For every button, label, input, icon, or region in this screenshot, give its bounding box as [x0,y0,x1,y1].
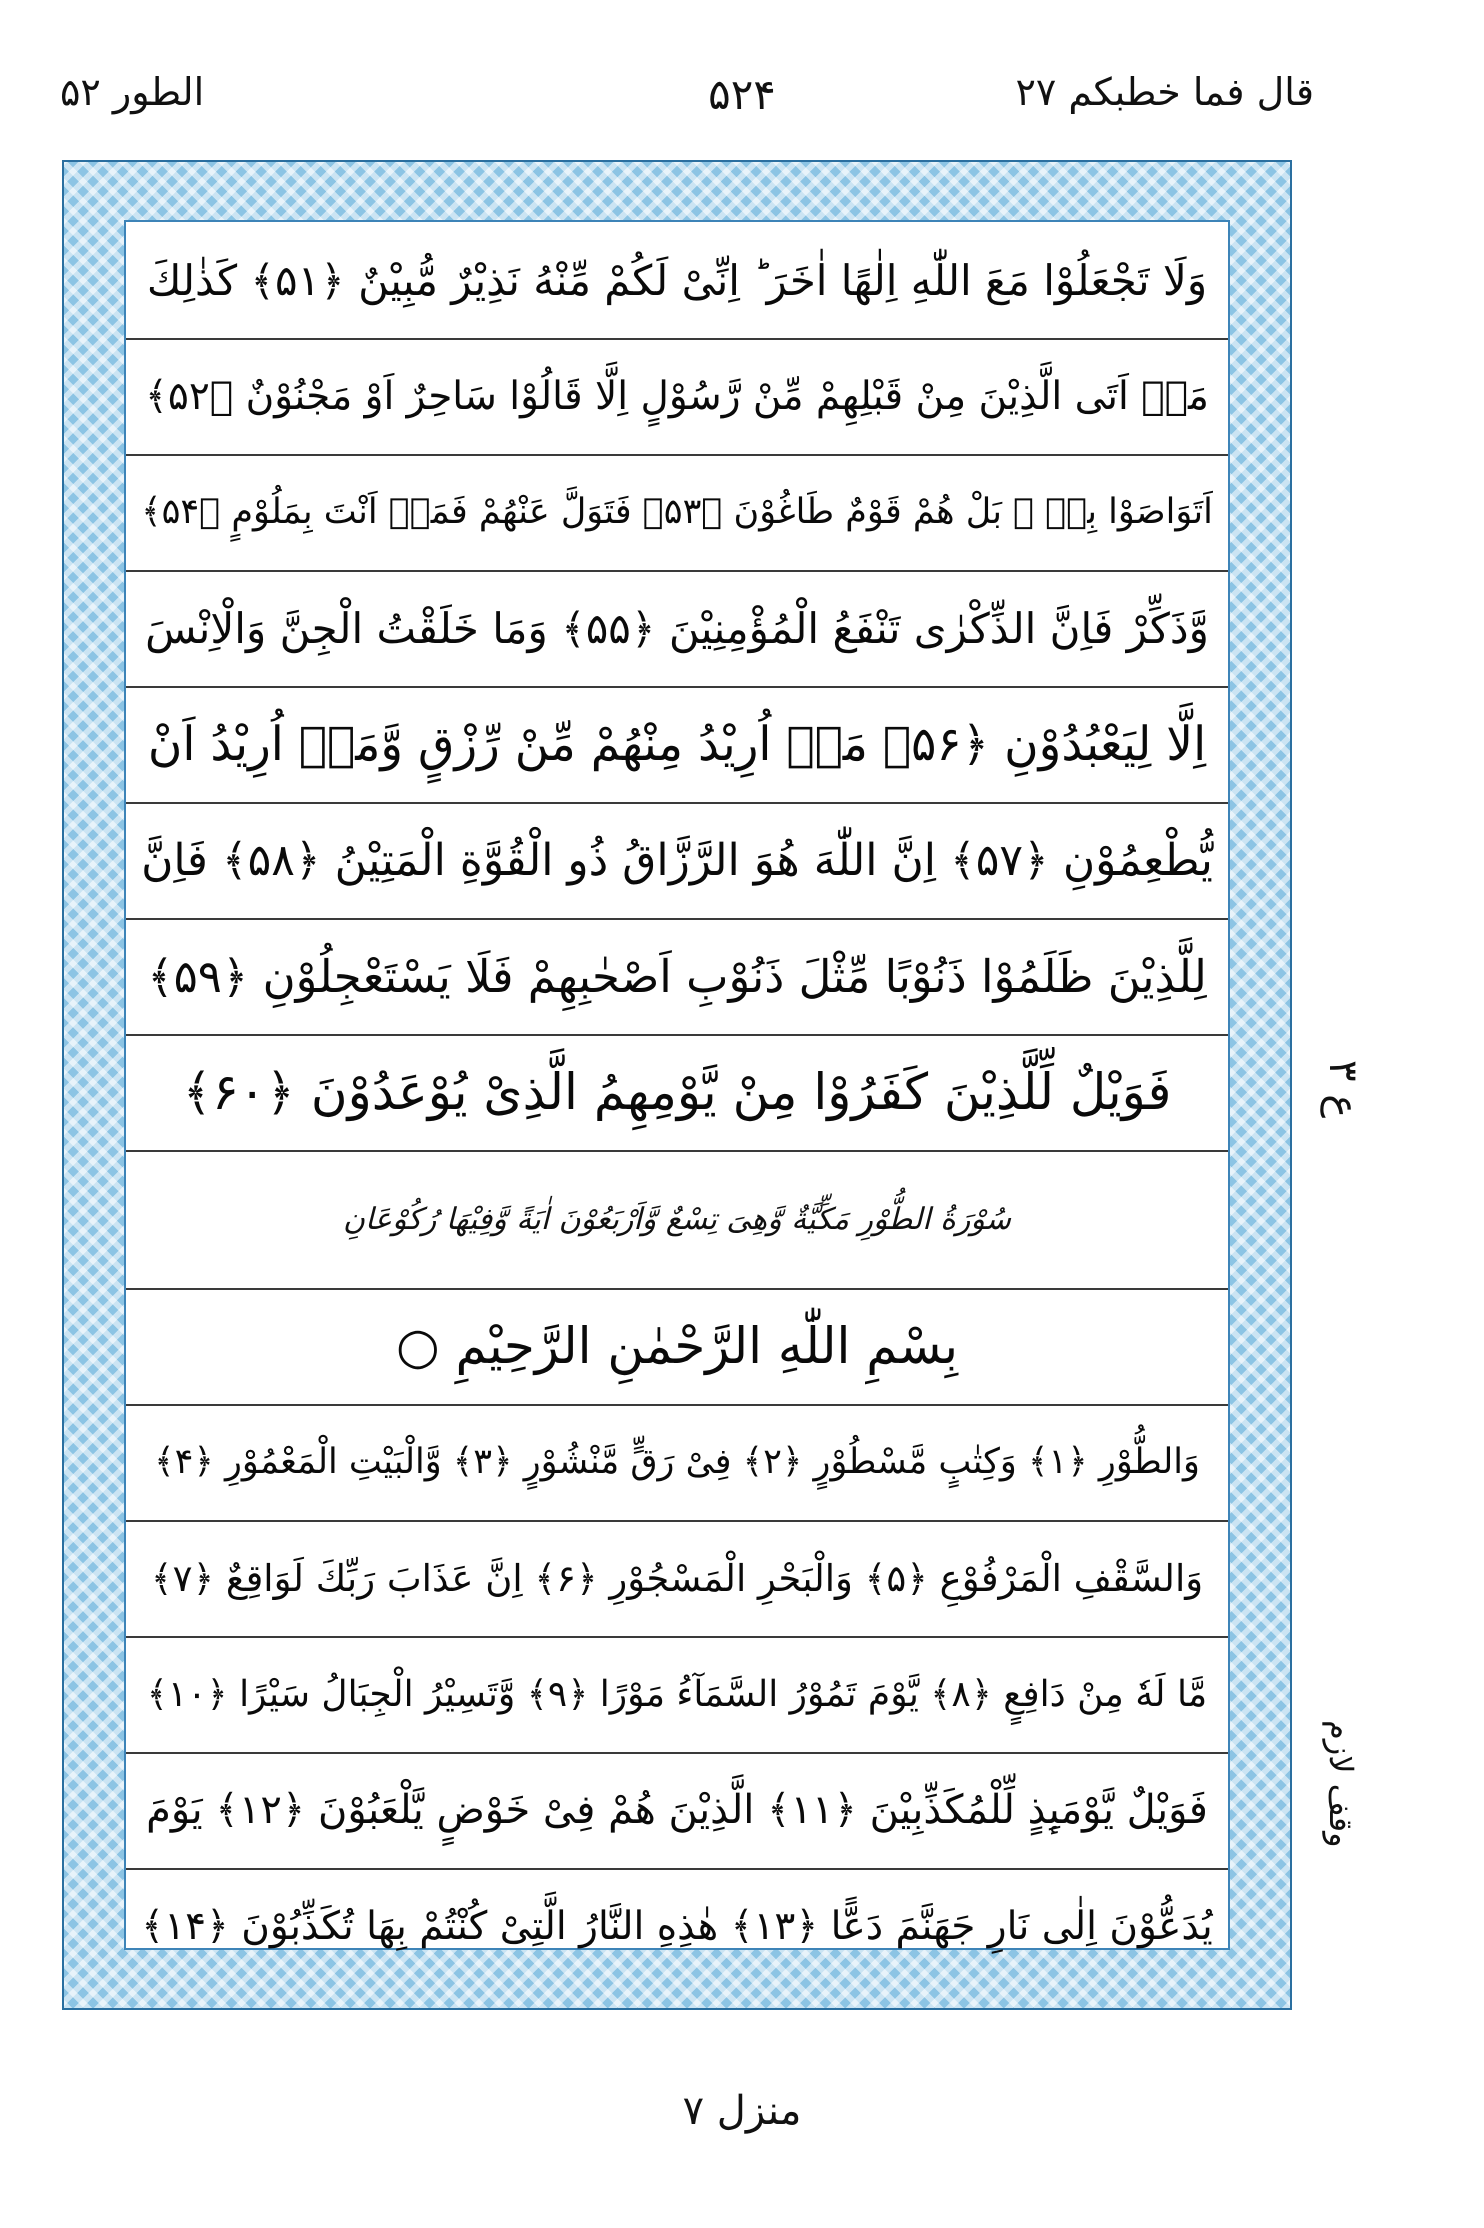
verse-text: وَلَا تَجْعَلُوْا مَعَ اللّٰهِ اِلٰهًا اٰخَرَ ؕ اِنِّیْ لَكُمْ مِّنْهُ نَذِیْرٌ مُّبِیْنٌ ﴿۵۱﴾ كَذٰلِكَ [146,255,1208,305]
verse-text: اَتَوَاصَوْا بِهٖ ۚ بَلْ هُمْ قَوْمٌ طَاغُوْنَ ﴿۵۳﴾ فَتَوَلَّ عَنْهُمْ فَمَاۤ اَنْتَ بِمَلُوْمٍ ﴿۵۴﴾ [141,492,1213,532]
page-header [0,70,1484,140]
verse-line [126,802,1228,920]
bismillah-text: بِسْمِ اللّٰهِ الرَّحْمٰنِ الرَّحِیْمِ ○ [395,1317,959,1375]
verse-text: لِلَّذِیْنَ ظَلَمُوْا ذَنُوْبًا مِّثْلَ ذَنُوْبِ اَصْحٰبِهِمْ فَلَا یَسْتَعْجِلُوْنِ ﴿۵۹﴾ [147,949,1207,1003]
surah-heading-text: سُوْرَةُ الطُّوْرِ مَكِّیَّةٌ وَّهِیَ تِسْعٌ وَّاَرْبَعُوْنَ اٰیَةً وَّفِیْهَا رُكُوْعَانِ [343,1201,1011,1237]
verse-text: فَوَیْلٌ یَّوْمَىِٕذٍ لِّلْمُكَذِّبِیْنَ ﴿۱۱﴾ الَّذِیْنَ هُمْ فِیْ خَوْضٍ یَّلْعَبُوْنَ ﴿۱۲﴾ یَوْمَ [146,1787,1208,1833]
verse-text: مَّا لَهٗ مِنْ دَافِعٍ ﴿۸﴾ یَّوْمَ تَمُوْرُ السَّمَآءُ مَوْرًا ﴿۹﴾ وَّتَسِیْرُ الْجِبَالُ سَیْرًا ﴿۱۰﴾ [146,1673,1208,1715]
verse-line [126,1520,1228,1638]
juz-title: قال فما خطبکم ۲۷ [1015,70,1314,114]
page-number: ۵۲۴ [708,70,776,119]
verse-text: اِلَّا لِیَعْبُدُوْنِ ﴿۵۶﴾ مَاۤ اُرِیْدُ مِنْهُمْ مِّنْ رِّزْقٍ وَّمَاۤ اُرِیْدُ اَنْ [147,716,1207,772]
verse-line [126,222,1228,340]
verse-line [126,1636,1228,1754]
verse-line [126,338,1228,456]
verse-line [126,1034,1228,1152]
verse-text: وَالسَّقْفِ الْمَرْفُوْعِ ﴿۵﴾ وَالْبَحْرِ الْمَسْجُوْرِ ﴿۶﴾ اِنَّ عَذَابَ رَبِّكَ لَوَاقِعٌ ﴿۷﴾ [150,1556,1204,1600]
bismillah-line [126,1288,1228,1406]
verse-text: مَاۤ اَتَى الَّذِیْنَ مِنْ قَبْلِهِمْ مِّنْ رَّسُوْلٍ اِلَّا قَالُوْا سَاحِرٌ اَوْ مَجْنُوْنٌ ﴿۵۲﴾ [145,373,1209,419]
text-panel [124,220,1230,1950]
manzil-footer: منزل ۷ [682,2088,802,2134]
verse-text: یُدَعُّوْنَ اِلٰى نَارِ جَهَنَّمَ دَعًّا ﴿۱۳﴾ هٰذِهِ النَّارُ الَّتِیْ كُنْتُمْ بِهَا تُكَذِّبُوْنَ ﴿۱۴﴾ [141,1903,1213,1949]
surah-title: الطور ۵۲ [60,70,205,114]
verse-line [126,686,1228,804]
verse-text: فَوَیْلٌ لِّلَّذِیْنَ كَفَرُوْا مِنْ یَّوْمِهِمُ الَّذِیْ یُوْعَدُوْنَ ﴿۶۰﴾ [182,1063,1172,1121]
verse-line [126,570,1228,688]
verse-text: یُّطْعِمُوْنِ ﴿۵۷﴾ اِنَّ اللّٰهَ هُوَ الرَّزَّاقُ ذُو الْقُوَّةِ الْمَتِیْنُ ﴿۵۸﴾ فَاِنَّ [141,834,1213,886]
verse-text: وَالطُّوْرِ ﴿۱﴾ وَكِتٰبٍ مَّسْطُوْرٍ ﴿۲﴾ فِیْ رَقٍّ مَّنْشُوْرٍ ﴿۳﴾ وَّالْبَیْتِ الْمَعْمُوْرِ ﴿۴﴾ [154,1442,1200,1482]
ruku-marker: ع ۳ [1320,1060,1366,1119]
verse-text: وَّذَكِّرْ فَاِنَّ الذِّكْرٰى تَنْفَعُ الْمُؤْمِنِیْنَ ﴿۵۵﴾ وَمَا خَلَقْتُ الْجِنَّ وَالْاِنْسَ [145,603,1209,653]
decorative-border [62,160,1292,2010]
verse-line [126,1868,1228,1984]
verse-line [126,918,1228,1036]
waqf-note: وقف لازم [1322,1720,1360,1848]
verse-line [126,454,1228,572]
verse-line [126,1404,1228,1522]
surah-heading [126,1150,1228,1290]
verse-line [126,1752,1228,1870]
